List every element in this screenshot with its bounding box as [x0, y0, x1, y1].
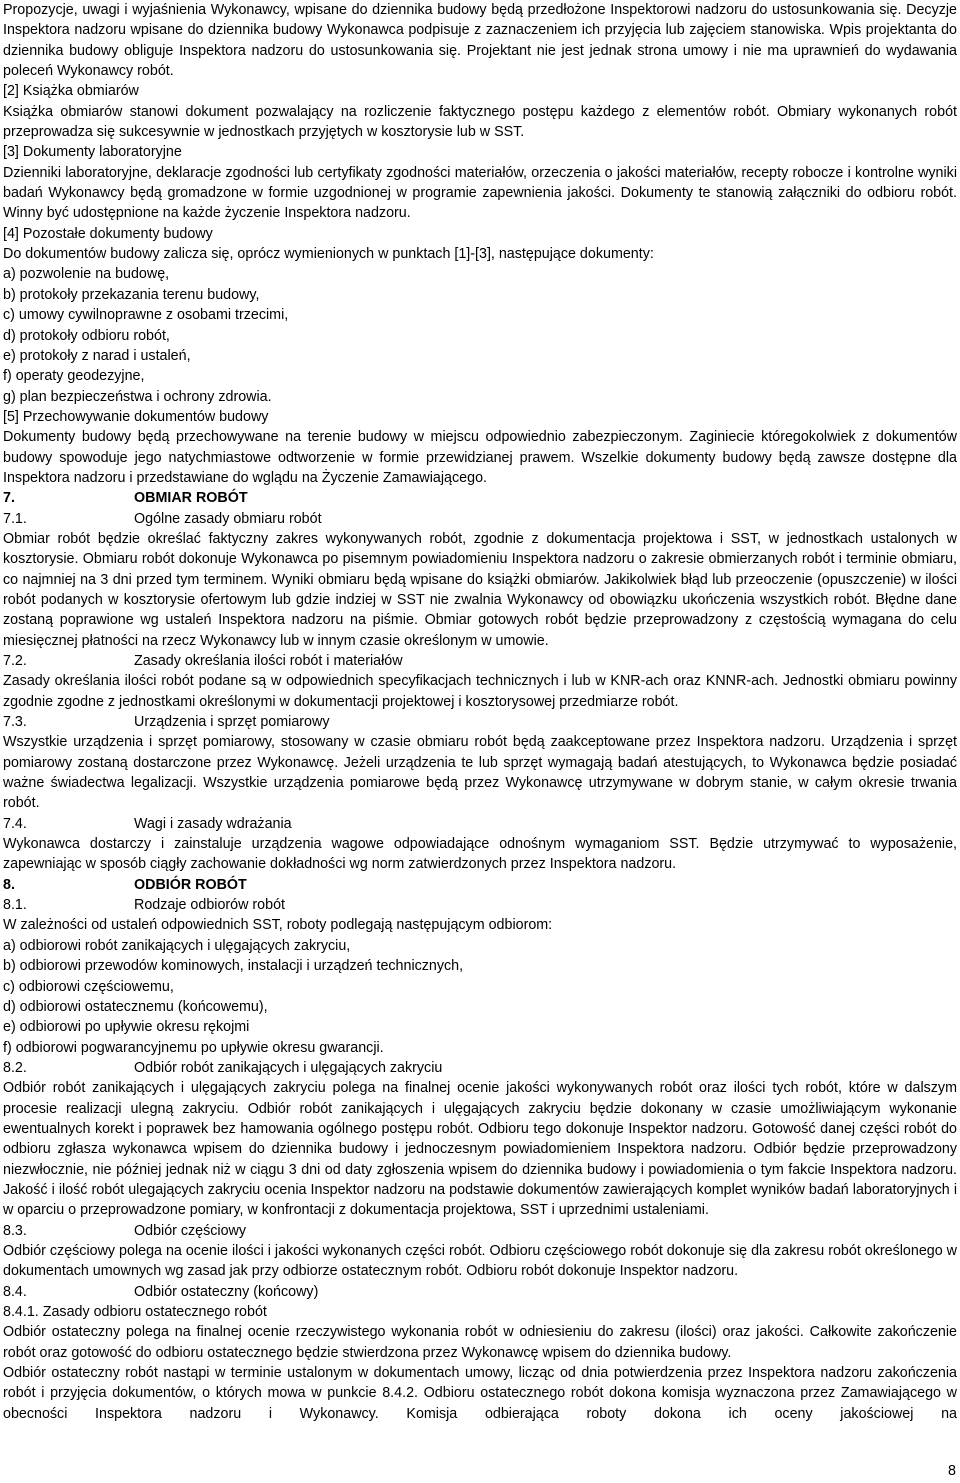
- section-number: 8.: [3, 876, 15, 893]
- paragraph: Propozycje, uwagi i wyjaśnienia Wykonawcy, wpisane do dziennika budowy będą przedłożone Inspektorowi nadzoru do ustosunkowania się. Decyzje Inspektora nadzoru wpisane do dziennika budowy Wykonawca podpisuje z zaznaczeniem ich przyjęcia lub zajęciem stanowiska. Wpis projektanta do dziennika budowy obliguje Inspektora nadzoru do ustosunkowania się. Projektant nie jest jednak strona umowy i nie ma uprawnień do wydawania poleceń Wykonawcy robót.: [3, 2, 957, 80]
- subsection-heading: [3, 651, 957, 671]
- text-line: f) operaty geodezyjne,: [3, 368, 145, 385]
- paragraph: Książka obmiarów stanowi dokument pozwalający na rozliczenie faktycznego postępu każdego z elementów robót. Obmiary wykonanych robót przeprowadza się sukcesywnie w jednostkach przyjętych w kosztorysie lub w SST.: [3, 103, 957, 141]
- section-heading: [3, 875, 957, 895]
- section-title: Odbiór częściowy: [134, 1222, 247, 1239]
- text-line: [5] Przechowywanie dokumentów budowy: [3, 408, 269, 425]
- paragraph: Obmiar robót będzie określać faktyczny zakres wykonywanych robót, zgodnie z dokumentacja projektowa i SST, w jednostkach ustalonych w kosztorysie. Obmiaru robót dokonuje Wykonawca po pisemnym powiadomieniu Inspektora nadzoru o zakresie obmierzanych robót i terminie obmiaru, co najmniej na 3 dni przed tym terminem. Wyniki obmiaru będą wpisane do książki obmiarów. Jakikolwiek błąd lub przeoczenie (opuszczenie) w ilości robót podanych w kosztorysie ofertowym lub gdzie indziej w SST nie zwalnia Wykonawcy od obowiązku ukończenia wszystkich robót. Błędne dane zostaną poprawione wg ustaleń Inspektora nadzoru na piśmie. Obmiar gotowych robót będzie przeprowadzony z częstością wymagana do celu miesięcznej płatności na rzecz Wykonawcy lub w innym czasie określonym w umowie.: [3, 530, 957, 649]
- paragraph: Wykonawca dostarczy i zainstaluje urządzenia wagowe odpowiadające odnośnym wymaganiom SST. Będzie utrzymywać to wyposażenie, zapewniając w sposób ciągły zachowanie dokładności wg norm zatwierdzonych przez Inspektora nadzoru.: [3, 836, 957, 873]
- section-number: 8.3.: [3, 1222, 27, 1239]
- text-line: [3] Dokumenty laboratoryjne: [3, 144, 182, 161]
- section-number: 8.1.: [3, 897, 27, 914]
- section-title: Ogólne zasady obmiaru robót: [134, 510, 322, 527]
- section-number: 7.3.: [3, 714, 27, 731]
- section-number: 7.: [3, 490, 15, 507]
- subsection-heading: [3, 814, 957, 834]
- section-title: OBMIAR ROBÓT: [134, 490, 248, 507]
- section-title: Odbiór ostateczny (końcowy): [134, 1283, 319, 1300]
- paragraph: Odbiór robót zanikających i ulęgających zakryciu polega na finalnej ocenie jakości wykonywanych robót oraz ilości tych robót, które w dalszym procesie realizacji ulegną zakryciu. Odbiór robót zanikających i ulęgających zakryciu będzie dokonany w czasie umożliwiającym wykonanie ewentualnych korekt i poprawek bez hamowania ogólnego postępu robót. Odbioru tego dokonuje Inspektor nadzoru. Gotowość danej części robót do odbioru zgłasza wykonawca wpisem do dziennika budowy i jednoczesnym powiadomieniem Inspektora nadzoru. Odbiór będzie przeprowadzony niezwłocznie, nie później jednak niż w ciągu 3 dni od daty zgłoszenia wpisem do dziennika budowy i powiadomienia o tym fakcie Inspektora nadzoru. Jakość i ilość robót ulegających zakryciu ocenia Inspektor nadzoru na podstawie dokumentów zawierających komplet wyników badań laboratoryjnych i w oparciu o przeprowadzone pomiary, w konfrontacji z dokumentacja projektowa, SST i uprzednimi ustaleniami.: [3, 1080, 957, 1219]
- text-line: f) odbiorowi pogwarancyjnemu po upływie okresu gwarancji.: [3, 1039, 384, 1056]
- document-page: [3, 0, 957, 1424]
- text-line: d) odbiorowi ostatecznemu (końcowemu),: [3, 998, 268, 1015]
- section-title: Odbiór robót zanikających i ulęgających zakryciu: [134, 1059, 443, 1076]
- text-line: a) pozwolenie na budowę,: [3, 266, 170, 283]
- section-title: ODBIÓR ROBÓT: [134, 876, 247, 893]
- section-title: Urządzenia i sprzęt pomiarowy: [134, 714, 330, 731]
- paragraph: Odbiór częściowy polega na ocenie ilości i jakości wykonanych części robót. Odbioru częściowego robót dokonuje się dla zakresu robót określonego w dokumentach umownych wg zasad jak przy odbiorze ostatecznym robót. Odbioru robót dokonuje Inspektor nadzoru.: [3, 1242, 957, 1280]
- subsection-heading: [3, 712, 957, 732]
- section-title: Zasady określania ilości robót i materiałów: [134, 653, 403, 669]
- text-line: [2] Książka obmiarów: [3, 83, 139, 100]
- section-number: 7.4.: [3, 815, 27, 832]
- text-line: b) odbiorowi przewodów kominowych, instalacji i urządzeń technicznych,: [3, 958, 464, 975]
- text-line: a) odbiorowi robót zanikających i ulęgających zakryciu,: [3, 937, 351, 954]
- text-line: e) protokoły z narad i ustaleń,: [3, 347, 191, 364]
- text-line: Do dokumentów budowy zalicza się, oprócz wymienionych w punktach [1]-[3], następujące dokumenty:: [3, 246, 654, 263]
- paragraph: Odbiór ostateczny robót nastąpi w terminie ustalonym w dokumentach umowy, licząc od dnia potwierdzenia przez Inspektora nadzoru zakończenia robót i przyjęcia dokumentów, o których mowa w punkcie 8.4.2. Odbioru ostatecznego robót dokona komisja wyznaczona przez Zamawiającego w obecności Inspektora nadzoru i Wykonawcy. Komisja odbierająca roboty dokona ich oceny jakościowej na: [3, 1365, 957, 1422]
- paragraph: Zasady określania ilości robót podane są w odpowiednich specyfikacjach technicznych i lub w KNR-ach oraz KNNR-ach. Jednostki obmiaru powinny zgodnie zgodne z jednostkami określonymi w dokumentacji projektowej i kosztorysowej przedmiarze robót.: [3, 673, 957, 710]
- paragraph: Odbiór ostateczny polega na finalnej ocenie rzeczywistego wykonania robót w odniesieniu do zakresu (ilości) oraz jakości. Całkowite zakończenie robót oraz gotowość do odbioru ostatecznego będzie stwierdzona przez Wykonawcę wpisem do dziennika budowy.: [3, 1324, 957, 1361]
- text-line: [4] Pozostałe dokumenty budowy: [3, 225, 213, 242]
- text-line: 8.4.1. Zasady odbioru ostatecznego robót: [3, 1304, 267, 1320]
- section-number: 7.2.: [3, 653, 27, 669]
- subsection-heading: [3, 509, 957, 529]
- section-number: 8.2.: [3, 1059, 27, 1076]
- text-line: d) protokoły odbioru robót,: [3, 327, 170, 344]
- page-number: 8: [948, 1463, 956, 1479]
- text-line: b) protokoły przekazania terenu budowy,: [3, 286, 260, 303]
- subsection-heading: [3, 895, 957, 915]
- text-line: c) umowy cywilnoprawne z osobami trzecimi,: [3, 307, 289, 324]
- text-line: c) odbiorowi częściowemu,: [3, 978, 174, 995]
- text-line: g) plan bezpieczeństwa i ochrony zdrowia.: [3, 388, 272, 405]
- section-title: Wagi i zasady wdrażania: [134, 815, 292, 832]
- section-number: 8.4.: [3, 1283, 27, 1300]
- paragraph: Dokumenty budowy będą przechowywane na terenie budowy w miejscu odpowiednio zabezpieczonym. Zaginiecie któregokolwiek z dokumentów budowy spowoduje jego natychmiastowe odtworzenie w formie przewidzianej prawem. Wszelkie dokumenty budowy będą zawsze dostępne dla Inspektora nadzoru i przedstawiane do wglądu na Życzenie Zamawiającego.: [3, 429, 957, 486]
- paragraph: Dzienniki laboratoryjne, deklaracje zgodności lub certyfikaty zgodności materiałów, orzeczenia o jakości materiałów, recepty robocze i kontrolne wyniki badań Wykonawcy będą gromadzone w formie uzgodnionej w programie zapewnienia jakości. Dokumenty te stanowią załączniki do odbioru robót. Winny być udostępnione na każde życzenie Inspektora nadzoru.: [3, 164, 957, 222]
- section-heading: [3, 488, 957, 508]
- text-line: e) odbiorowi po upływie okresu rękojmi: [3, 1019, 250, 1036]
- paragraph: Wszystkie urządzenia i sprzęt pomiarowy, stosowany w czasie obmiaru robót będą zaakceptowane przez Inspektora nadzoru. Urządzenia i sprzęt pomiarowy zostaną dostarczone przez Wykonawcę. Jeżeli urządzenia te lub sprzęt wymagają badań atestujących, to Wykonawca będzie posiadać ważne świadectwa legalizacji. Wszystkie urządzenia pomiarowe będą przez Wykonawcę utrzymywane w dobrym stanie, w całym okresie trwania robót.: [3, 734, 957, 812]
- subsection-heading: [3, 1221, 957, 1241]
- text-line: W zależności od ustaleń odpowiednich SST, roboty podlegają następującym odbiorom:: [3, 917, 553, 934]
- subsection-heading: [3, 1282, 957, 1302]
- section-title: Rodzaje odbiorów robót: [134, 897, 286, 914]
- section-number: 7.1.: [3, 510, 27, 527]
- subsection-heading: [3, 1058, 957, 1078]
